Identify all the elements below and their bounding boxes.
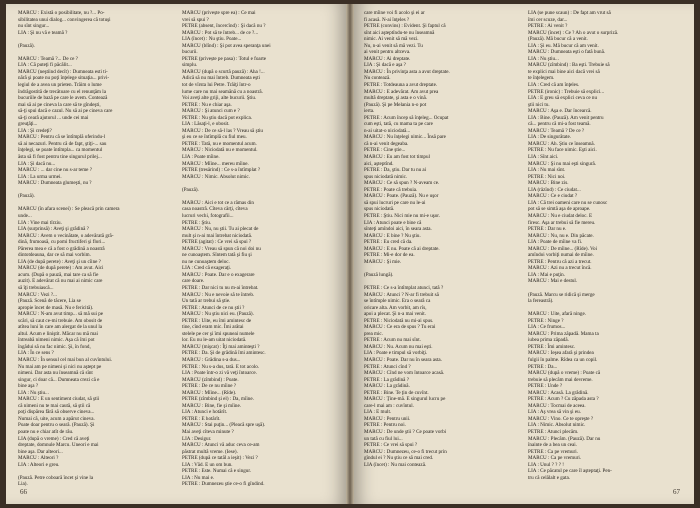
text-line: PETRE : Acum ? Cu zăpada asta ? xyxy=(528,396,599,403)
text-line: MARCU : E adevărat. Am avut prea xyxy=(364,88,439,95)
text-line: şi eu ce se întîmplă cu fiul meu. xyxy=(182,134,247,141)
text-line: că... pentru că mi-a fost teamă. xyxy=(528,121,591,128)
left-page-column-1 xyxy=(18,10,160,488)
text-line: LIA : Văd. E un om bun. xyxy=(182,461,233,468)
text-line: MARCU : Poate. Dar e o exagerare xyxy=(182,271,255,278)
text-line: PETRE : Ai venit ? xyxy=(528,23,568,30)
text-line: LIA : Şi dacă e aşa ? xyxy=(364,62,406,69)
text-line: simplu. xyxy=(182,62,198,69)
text-line: PETRE : Dar nici tu nu m-ai întrebat. xyxy=(182,284,259,291)
text-line: MARCU (încet) : Ce ? Ah o avut o surpriză. xyxy=(528,29,619,36)
text-line: la fereastră). xyxy=(528,298,554,305)
text-line: Adică să nu mai întreb. Dumneata eşti xyxy=(182,75,260,82)
text-line: aici, aşteptînd. xyxy=(364,160,394,167)
text-line: MARCU : Plecăm. (Pauză). Dar nu xyxy=(528,435,601,442)
text-line: auzit). E adevărat că nu mai ai nimic care xyxy=(18,278,103,285)
text-line: să ai necazuri. Pentru că de fapt, ştiţi-... sau xyxy=(18,140,107,147)
text-line: PETRE (tresărind) : Ce s-a întîmplat ? xyxy=(182,167,261,174)
text-line: PETRE : Acum nu mai sînt. xyxy=(364,337,421,344)
text-line: MARCU : Poate. Dar nu în seara asta. xyxy=(364,356,442,363)
text-line: poţi dispărea fără să observe cineva... xyxy=(18,409,95,416)
text-line: PETRE : Atunci plecăm. xyxy=(528,429,579,435)
text-line: LIA : Vine mai tîrziu. xyxy=(18,219,62,226)
text-line: sibilitatea unui dialog... convingerea că totuşi xyxy=(18,16,111,23)
text-line: MARCU : De ce să-l las ? Vreau să ştiu xyxy=(182,127,263,134)
text-line: Poate doar pentru o seară. (Pauză). Şi xyxy=(18,422,95,429)
text-line: greuţăţi... xyxy=(18,121,38,128)
text-line: să îţi trebuiască... xyxy=(18,284,54,291)
text-line: ăsta să fi fost pentru tine singurul prilej... xyxy=(18,154,102,161)
text-line: MARCU (după o vreme) : Poate că xyxy=(528,370,601,377)
text-line: MARCU : E un sentiment ciudat, să ştii xyxy=(18,396,100,403)
text-line: MARCU : Mîine... mereu mîine. xyxy=(182,160,249,167)
text-line: PETRE : Totdeauna a avut dreptate. xyxy=(364,82,438,89)
text-line: MARCU : Alteori ? xyxy=(18,455,59,462)
text-line: MARCU : Teamă ? De ce ? xyxy=(528,127,585,134)
text-line: LIA : Unul ? ? ? ! xyxy=(528,461,564,468)
text-line: MARCU : Vreau să spun că noi doi nu xyxy=(182,245,261,252)
text-line: LIA : În ce sens ? xyxy=(18,350,54,357)
text-line: MARCU : Avem o vecinătate, o adevărată gră- xyxy=(18,232,114,239)
left-page xyxy=(6,4,346,504)
text-line: LIA (încet) : Nu mai contează. xyxy=(364,461,427,468)
text-line: MARCU : Stai puţin... (Pleacă spre uşă). xyxy=(182,422,266,429)
text-line: MARCU : E bine ? Nu ştiu. xyxy=(364,232,421,239)
text-line: LIA : Nu mai sînt. xyxy=(528,167,566,174)
text-line: MARCU (mişcat) : Îţi mai aminteşti ? xyxy=(182,343,260,350)
text-line: MARCU : Pot să te întreb... de ce ?... xyxy=(182,29,259,36)
text-line: Lia). xyxy=(18,481,28,488)
text-line: MARCU : Şi atunci cum e ? xyxy=(182,108,240,115)
text-line: LIA : Şi credeţi? xyxy=(18,127,52,134)
text-line: MARCU : Mîine... (Rîde). xyxy=(182,389,237,396)
text-line: că n-ai venit degeaba. xyxy=(364,140,409,147)
text-line: PETRE : Tată, nu e momentul acum. xyxy=(182,140,257,147)
text-line: LIA : Alteori e greu. xyxy=(18,461,60,468)
text-line: un tată cu fiul lui... xyxy=(364,435,403,442)
text-line: (Pauză). xyxy=(18,42,35,49)
text-line: MARCU : Atunci ? N-ar fi trebuit să xyxy=(364,291,439,298)
text-line: MARCU (zîmbind) : Poate. xyxy=(182,376,239,383)
text-line: MARCU : Vezi ?... xyxy=(18,291,57,298)
text-line: întreabă nimeni nimic. Aşa că îmi pot xyxy=(18,337,95,344)
text-line: tru că celălalt e gata. xyxy=(528,474,570,481)
text-line: MARCU : Nu înţelegi nimic... Însă pare xyxy=(364,134,446,141)
text-line: PETRE : E hotărît. xyxy=(182,415,221,422)
text-line: MARCU : Grădina s-a dus... xyxy=(182,356,241,363)
text-line: MARCU : Ah. Ştiu ce înseamnă. xyxy=(528,140,595,147)
text-line: LIA : Atunci poate e bine că xyxy=(364,219,422,226)
text-line: MARCU : Tocmai de aceea. xyxy=(528,402,586,409)
text-line: fi acasă. N-ai înţeles ? xyxy=(364,16,410,23)
text-line: LIA : Poate e timpul să vorbiţi. xyxy=(364,350,428,357)
text-line: MARCU : Şi mie. xyxy=(364,258,402,265)
text-line: MARCU : Azi nu a trecut încă. xyxy=(528,265,592,272)
text-line: PETRE : Pentru noi. xyxy=(364,422,406,429)
text-line: LIA : Nu ştiu... xyxy=(528,55,559,62)
text-line: Nu, n-ai venit să mă vezi. Tu xyxy=(364,42,423,49)
text-line: nimic. Ai venit să mă vezi. xyxy=(364,36,419,43)
text-line: MARCU : Poate. (Pauză). Nu e uşor xyxy=(364,193,439,200)
text-line: PETRE (absent, încercînd) : Şi dacă nu ? xyxy=(182,23,266,30)
text-line: păstrat multă vreme. (Iese). xyxy=(182,448,238,455)
text-line: Nu contează. xyxy=(364,75,391,82)
left-page-column-2 xyxy=(182,10,324,488)
text-line: înţelegi, se poate întîmpla... ca momentul xyxy=(18,147,103,154)
text-line: lume care nu mai seamănă cu a noastră. xyxy=(182,88,263,95)
text-line: MARCU (privește spre ea) : Ce mai xyxy=(182,10,256,16)
right-page-column-2 xyxy=(528,10,670,481)
text-line: LIA : Ce frumos... xyxy=(528,324,566,331)
text-line: PETRE : De ce nu mîine ? xyxy=(182,383,237,390)
text-line: PETRE (zîmbind şi el) : Da, mîine. xyxy=(182,396,254,403)
text-line: multă dreptate, şi asta e o vină. xyxy=(364,95,428,102)
text-line: PETRE : Ce s-a întîmplat atunci, tată ? xyxy=(364,284,444,291)
text-line: tine, cînd eram mic. Îmi arătai xyxy=(182,324,244,331)
text-line: (Pauză). Mă bucur că a venit. xyxy=(528,36,588,43)
text-line: LIA : Atunci e hotărît. xyxy=(182,409,228,416)
text-line: nu ne cunoaştem deloc. xyxy=(182,258,230,265)
text-line: ne cunoaştem. Sîntem tată şi fiu şi xyxy=(182,252,252,259)
text-line: Nu mai am pe nimeni şi nici nu aştept pe xyxy=(18,363,102,370)
right-page xyxy=(354,4,694,504)
text-line: să-ţi spui dacă e cazul. Nu să ai pe cineva care xyxy=(18,108,113,115)
text-line: MARCU : Ce era de spus ? Tu erai xyxy=(364,324,436,331)
text-line: LIA : E mult. xyxy=(364,409,392,416)
text-line: MARCU : Uite, afară ninge. xyxy=(528,311,586,318)
text-line: PETRE : Pentru că azi a trecut. xyxy=(528,258,592,265)
text-line: MARCU : Eu am fost tot timpul xyxy=(364,154,430,161)
text-line: PETRE : Da. Şi de grădină îmi amintesc. xyxy=(182,350,266,357)
text-line: Un tată ar trebui să ştie. xyxy=(182,298,231,305)
text-line: LIA : Cred că am înţeles. xyxy=(528,82,580,89)
text-line: LIA (încet) : Nu ştiu. Poate... xyxy=(182,36,242,43)
text-line: MARCU : ... dar cine nu s-ar teme ? xyxy=(18,167,92,174)
text-line: ai venit pentru altceva. xyxy=(364,49,411,56)
text-line: LIA (după o vreme) : Cred că aveţi xyxy=(18,435,90,442)
text-line: PETRE : Ştiu. Nici mie nu mi-e uşor. xyxy=(364,212,440,219)
text-line: MARCU : Nu e nevoie să te întreb. xyxy=(182,291,255,298)
text-line: Voi aveţi alte griji, alte bucurii. Ştiu. xyxy=(182,95,257,102)
text-line: LIA : Lăsaţi-l, e obosit. xyxy=(182,121,230,128)
text-line: apoi a plecat. Şi n-a mai venit. xyxy=(364,311,426,318)
text-line: MARCU : Ce e ciudat ? xyxy=(528,193,578,200)
text-line: PETRE : Nu ştiu dacă pot explica. xyxy=(182,114,253,121)
book-gutter xyxy=(346,4,354,504)
text-line: te înţelegem. xyxy=(528,75,555,82)
text-line: PETRE : Da... xyxy=(528,363,558,370)
text-line: MARCU : Bine zis. xyxy=(528,180,569,187)
text-line: apropie încet de masă. Nu e fericită). xyxy=(18,304,94,311)
text-line: poate nu e chiar atît de rău. xyxy=(18,429,74,435)
text-line: Părerea mea e că a fost o grădină a noastră xyxy=(18,245,105,252)
text-line: (Pauză. Petre coboară încet şi vine la xyxy=(18,474,94,481)
text-line: LIA (de după perete) : Aveţi şi un cîine ? xyxy=(18,258,101,265)
text-line: prea mic. xyxy=(364,330,383,337)
text-line: MARCU : Ţine-mă. E singurul lucru pe xyxy=(364,396,446,403)
text-line: MARCU : De unde ştii ? Ce poate vorbi xyxy=(364,429,447,435)
text-line: spus niciodată nimic. xyxy=(364,173,408,180)
text-line: PETRE : Uite, eu îmi amintesc de xyxy=(182,317,252,324)
text-line: unde... xyxy=(18,212,32,219)
text-line: gîndul ei ? Nu ştiu ce să mai cred. xyxy=(364,455,434,462)
text-line: să-ţi ceară ajutorul ... unde cei mai xyxy=(18,114,89,121)
text-line: LIA : Şi dacă nu... xyxy=(18,160,56,167)
text-line: MARCU : Cînd ne vom întoarce acasă. xyxy=(364,370,445,377)
text-line: MARCU : Mai e destul. xyxy=(528,278,578,285)
text-line: bine aşa ? xyxy=(18,383,39,390)
text-line: LIA : Nu mai e. xyxy=(182,474,215,481)
text-line: PETRE : Nu e chiar aşa. xyxy=(182,101,232,108)
text-line: LIA (se pune scaun) : De fapt am vrut să xyxy=(528,10,611,16)
text-line: dintotdeauna, dar ce să mai vorbim. xyxy=(18,252,91,259)
text-line: îngădui să nu fac nimic. Şi, în fond, xyxy=(18,343,91,350)
text-line: MARCU : Nimic. Absolut nimic. xyxy=(182,173,250,180)
text-line: lucruri vechi, fotografii... xyxy=(182,212,234,219)
text-line: MARCU (blînd) : Şi pot avea speranţa unei xyxy=(182,42,271,49)
text-line: LIA : Poate de mîine va fi. xyxy=(528,239,583,246)
text-line: MARCU : Aici e tot ce a rămas din xyxy=(182,199,254,206)
text-line: LIA : Poate mîine. xyxy=(182,154,220,161)
text-line: casa noastră. Cîteva cărţi, cîteva xyxy=(182,206,248,213)
text-line: că nimeni nu te mai caută, să ştii că xyxy=(18,402,91,409)
text-line: MARCU : În sensul cel mai bun al cuvîntului. xyxy=(18,356,113,363)
text-line: vrei să spui ? xyxy=(182,16,209,23)
text-line: MARCU : La grădină. xyxy=(364,383,410,390)
text-line: PETRE : Ce vrei să spui ? xyxy=(364,442,418,449)
text-line: Mai aveţi cîteva minute ? xyxy=(182,429,234,435)
text-line: MARCU : Teamă ?... De ce ? xyxy=(18,55,78,62)
text-line: care doare. xyxy=(182,278,205,285)
text-line: MARCU : E nu. Poate că ai dreptate. xyxy=(364,245,440,252)
text-line: LIA : Bine. (Pauză). Am venit pentru xyxy=(528,114,604,121)
text-line: mai să ai pe cineva la care să te gîndeşti, xyxy=(18,101,101,108)
text-line: PETRE : Eu cred că da. xyxy=(364,239,413,246)
text-line: ştii nici tu. xyxy=(528,101,550,108)
text-line: PETRE (agitat) : Ce vrei să spui ? xyxy=(182,239,252,246)
text-line: atîtea luni în care am alergat de la unul la xyxy=(18,324,103,331)
text-line: (Pauză). Şi pe Melania n-o pot xyxy=(364,101,427,108)
text-line: MARCU : Nu. Acum nu mai eşti. xyxy=(364,343,433,350)
text-line: MARCU : Prima zăpadă. Mama ta xyxy=(528,330,599,337)
text-line: tot de vîrsta lui Petre. Trăiţi într-o xyxy=(182,82,251,89)
text-line: MARCU (după o scurtă pauză) : Aha !... xyxy=(182,68,265,75)
text-line: LIA : Că puteţi fi păcălit... xyxy=(18,62,72,69)
text-line: lor. Eu nu le-am uitat niciodată. xyxy=(182,337,247,344)
text-line: LIA (surprinsă) : Aveţi şi grădină ? xyxy=(18,226,89,233)
text-line: oricare alta. Am vorbit, am rîs, xyxy=(364,304,427,311)
text-line: PETRE : Bine. Te ţin de cuvînt. xyxy=(364,389,429,396)
text-line: pot să se simtă aşa de aproape. xyxy=(528,206,591,213)
text-line: să spui lucruri pe care nu le-ai xyxy=(364,199,426,206)
text-line: MARCU : Ieşea afară şi prindea xyxy=(528,350,594,357)
text-line: nimeni. Dar asta nu înseamnă că sînt xyxy=(18,370,93,377)
text-line: iubea prima zăpadă. xyxy=(528,337,569,344)
text-line: PETRE : Mi-e dor de ea. xyxy=(364,252,415,259)
text-line: PETRE : Ninge ? xyxy=(528,317,564,324)
text-line: acum. (După o pauză, mai tare ca să fie xyxy=(18,271,99,278)
text-line: (Pauză. Marcu se ridică şi merge xyxy=(528,291,595,298)
text-line: (Pauză). xyxy=(182,186,199,193)
text-line: LIA : Sînt aici. xyxy=(528,154,559,161)
text-line: MARCU : N-am avut timp... să mă sui pe xyxy=(18,311,104,318)
text-line: dină, frumoasă, cu pomi fructiferi şi flori... xyxy=(18,239,106,246)
text-line: PETRE : Dumnezeu ştie ce-o fi gîndind. xyxy=(182,481,265,488)
text-line: spus niciodată. xyxy=(364,206,395,213)
text-line: mult şi n-ai mai întrebat niciodată. xyxy=(182,232,253,239)
text-line: PETRE : Cine ştie... xyxy=(364,147,406,154)
text-line: MARCU : Ai dreptate. xyxy=(364,55,411,62)
text-line: te explici mai bine aici dacă vrei să xyxy=(528,68,600,75)
text-line: PETRE (ironic) : Trebuie să explici... xyxy=(528,88,605,95)
text-line: fulgii în palme. Rîdea ca un copil. xyxy=(528,356,598,363)
text-line: n-ai uitat-o niciodată... xyxy=(364,127,411,134)
text-line: scări, să caut ce-mi trebuie. Am obosit de xyxy=(18,317,103,324)
text-line: PETRE : Atunci de ce nu ştii ? xyxy=(182,304,245,311)
text-line: îndrăgostită de trecătoare cu el renunţăm la xyxy=(18,88,106,95)
text-line: LIA : Că trei oameni care nu se cunosc xyxy=(528,199,608,206)
text-line: MARCU : Vino. Ce te opreşte ? xyxy=(528,415,594,422)
text-line: altul. Acum e liniştit. Măcar nu mă mai xyxy=(18,330,98,337)
text-line: PETRE : Ştiu. xyxy=(182,219,212,226)
text-line: legiul de a avea un prieten. Trăim o lume xyxy=(18,82,102,89)
text-line: MARCU : Ce să spun ? N-aveam ce. xyxy=(364,180,440,187)
text-line: dreptate, domnule Marcu. Uneori e mai xyxy=(18,442,99,449)
text-line: LIA : La urma urmei. xyxy=(18,173,62,180)
text-line: MARCU (de după perete) : Am avut. Aici xyxy=(18,265,104,272)
text-line: sînteţi amîndoi aici, în seara asta. xyxy=(364,226,432,233)
text-line: sînt aici aşteptîndu-te nu înseamnă xyxy=(364,29,435,36)
text-line: MARCU : Nu e ciudat deloc. E xyxy=(528,212,593,219)
text-line: trebuie să plecăm mai devreme. xyxy=(528,376,593,383)
text-line: MARCU : Nu, nu ştii. Tu ai plecat de xyxy=(182,226,259,233)
text-line: LIA : De singurătate. xyxy=(528,134,572,141)
text-line: nără şi poate nu poţi înţelege situaţia... privi- xyxy=(18,75,110,82)
text-line: se întîmple nimic. Era o seară ca xyxy=(364,298,431,305)
text-line: PETRE : Acum încep să înţeleg... Ocupat xyxy=(364,114,449,121)
text-line: LIA : Şi nu vă e teamă ? xyxy=(18,29,68,36)
text-line: PETRE : Nu face nimic. Eşti aici. xyxy=(528,147,597,154)
text-line: MARCU : De mîine... (Rîde). Voi xyxy=(528,245,598,252)
text-line: MARCU : Acasă. La grădină. xyxy=(528,389,589,396)
text-line: ierta. xyxy=(364,108,375,115)
text-line: PETRE : La grădină ? xyxy=(364,376,409,383)
text-line: LIA : Mai e puţin. xyxy=(528,271,565,278)
page-number-left: 66 xyxy=(20,488,27,496)
text-line: amîndoi vorbiţi numai de mîine. xyxy=(528,252,594,259)
text-line: MARCU : Dumneata glumeşti, nu ? xyxy=(18,180,92,187)
text-line: MARCU : Şi nu mai eşti singură. xyxy=(528,160,597,167)
text-line: MARCU : Nu, nu e. Din păcate. xyxy=(528,232,594,239)
text-line: Numai că, uite, acum a apărut cineva. xyxy=(18,415,95,422)
text-line: care mîine voi fi acolo şi ei ar xyxy=(364,10,425,16)
text-line: LIA (râzînd) : Ce ciudat... xyxy=(528,186,581,193)
text-line: LIA : Desigur. xyxy=(182,435,212,442)
text-line: PETRE : Ca pe vremuri. xyxy=(528,448,578,455)
text-line: bine aşa. Dar alteori... xyxy=(18,448,63,455)
text-line: MARCU : Ca pe vremuri. xyxy=(528,455,582,462)
text-line: îmi cer scuze, dar... xyxy=(528,16,568,23)
text-line: (Pauză lungă). xyxy=(364,271,394,278)
text-line: LIA : Aş vrea să vin şi eu. xyxy=(528,409,581,416)
text-line: PETRE : Îmi amintesc. xyxy=(528,343,576,350)
text-line: LIA : Poate într-o zi vă veţi întoarce. xyxy=(182,370,257,377)
text-line: PETRE (privește pe pasa) : Totul e foarte xyxy=(182,55,266,62)
text-line: PETRE : Atunci cînd ? xyxy=(364,363,411,370)
text-line: MARCU (în afara scenei) : Se pleacă prin camera xyxy=(18,206,120,213)
text-line: MARCU (zîmbind) : Ba eşti. Trebuie să xyxy=(528,62,610,69)
text-line: singur, ci doar că... Dumneata crezi că e xyxy=(18,376,100,383)
text-line: cum eşti, tată, cu mama ta pe care xyxy=(364,121,433,128)
right-page-column-1 xyxy=(364,10,506,478)
text-line: MARCU : Pentru unii. xyxy=(364,415,411,422)
text-line: (Pauză. Scenă de tăcere, Lia se xyxy=(18,298,81,305)
text-line: LIA : E greu să explici ceva ce nu xyxy=(528,95,598,102)
text-line: care-l mai am : cuvîntul. xyxy=(364,402,414,409)
text-line: (Pauză). xyxy=(18,193,35,200)
text-line: MARCU : Aşa e. Dar încearcă. xyxy=(528,108,592,115)
text-line: LIA : Cred că exageraţi. xyxy=(182,265,232,272)
text-line: bucuriile de bază pe care le avem. Contează xyxy=(18,95,108,102)
text-line: MARCU : Niciodată nu e momentul. xyxy=(182,147,258,154)
page-number-right: 67 xyxy=(673,488,680,496)
text-line: PETRE (convins) : Evident. Şi faptul că xyxy=(364,23,446,30)
text-line: LIA : Nu ştiu... xyxy=(18,389,49,396)
text-line: firesc. Aşa ar trebui să fie mereu. xyxy=(528,219,596,226)
text-line: MARCU : Există o posibilitate, nu ?... Po- xyxy=(18,10,105,16)
text-line: LIA : Şi eu. Mă bucur că am venit. xyxy=(528,42,599,49)
text-line: bucurii. xyxy=(182,49,198,56)
text-line: PETRE : Dar nu e. xyxy=(528,226,567,233)
text-line: PETRE : Nici noi. xyxy=(528,173,566,180)
text-line: PETRE : Da, ştiu. Dar tu nu ai xyxy=(364,167,427,174)
text-line: MARCU : Bine, fie şi mîine. xyxy=(182,402,242,409)
text-line: LIA : Nimic. Absolut nimic. xyxy=(528,422,586,429)
text-line: PETRE : Nu s-a dus, tată. E tot acolo. xyxy=(182,363,260,370)
text-line: MARCU : Atunci vă aduc ceva ce-am xyxy=(182,442,260,449)
text-line: PETRE : Unde ? xyxy=(528,383,563,390)
text-line: PETRE (după ce tatăl a ieşit) : Vezi ? xyxy=(182,455,258,462)
text-line: PETRE : Este. Numai că e singur. xyxy=(182,468,252,475)
text-line: MARCU : În privinţa asta a avut dreptate. xyxy=(364,68,450,75)
text-line: LIA : Ce păcatul pe care îl aşteptaţi. Pen- xyxy=(528,468,612,475)
text-line: MARCU (neştiind decît) : Dumneata esti ti- xyxy=(18,68,108,75)
text-line: MARCU : Dumneata eşti o fată bună. xyxy=(528,49,606,56)
text-line: înainte de a bea un ceai. xyxy=(528,442,577,449)
text-line: MARCU : Nu ştiu nici eu. (Pauză). xyxy=(182,311,254,318)
text-line: MARCU : Pentru că se întîmplă oferindu-l xyxy=(18,134,106,141)
text-line: PETRE : Niciodată nu mi-ai spus. xyxy=(364,317,434,324)
text-line: nu sînt singur... xyxy=(18,23,50,30)
text-line: PETRE : Poate că trebuia. xyxy=(364,186,418,193)
text-line: MARCU : Dumnezeu, ce-o fi trecut prin xyxy=(364,448,447,455)
text-line: stelele pe cer şi îmi spuneai numele xyxy=(182,330,255,337)
